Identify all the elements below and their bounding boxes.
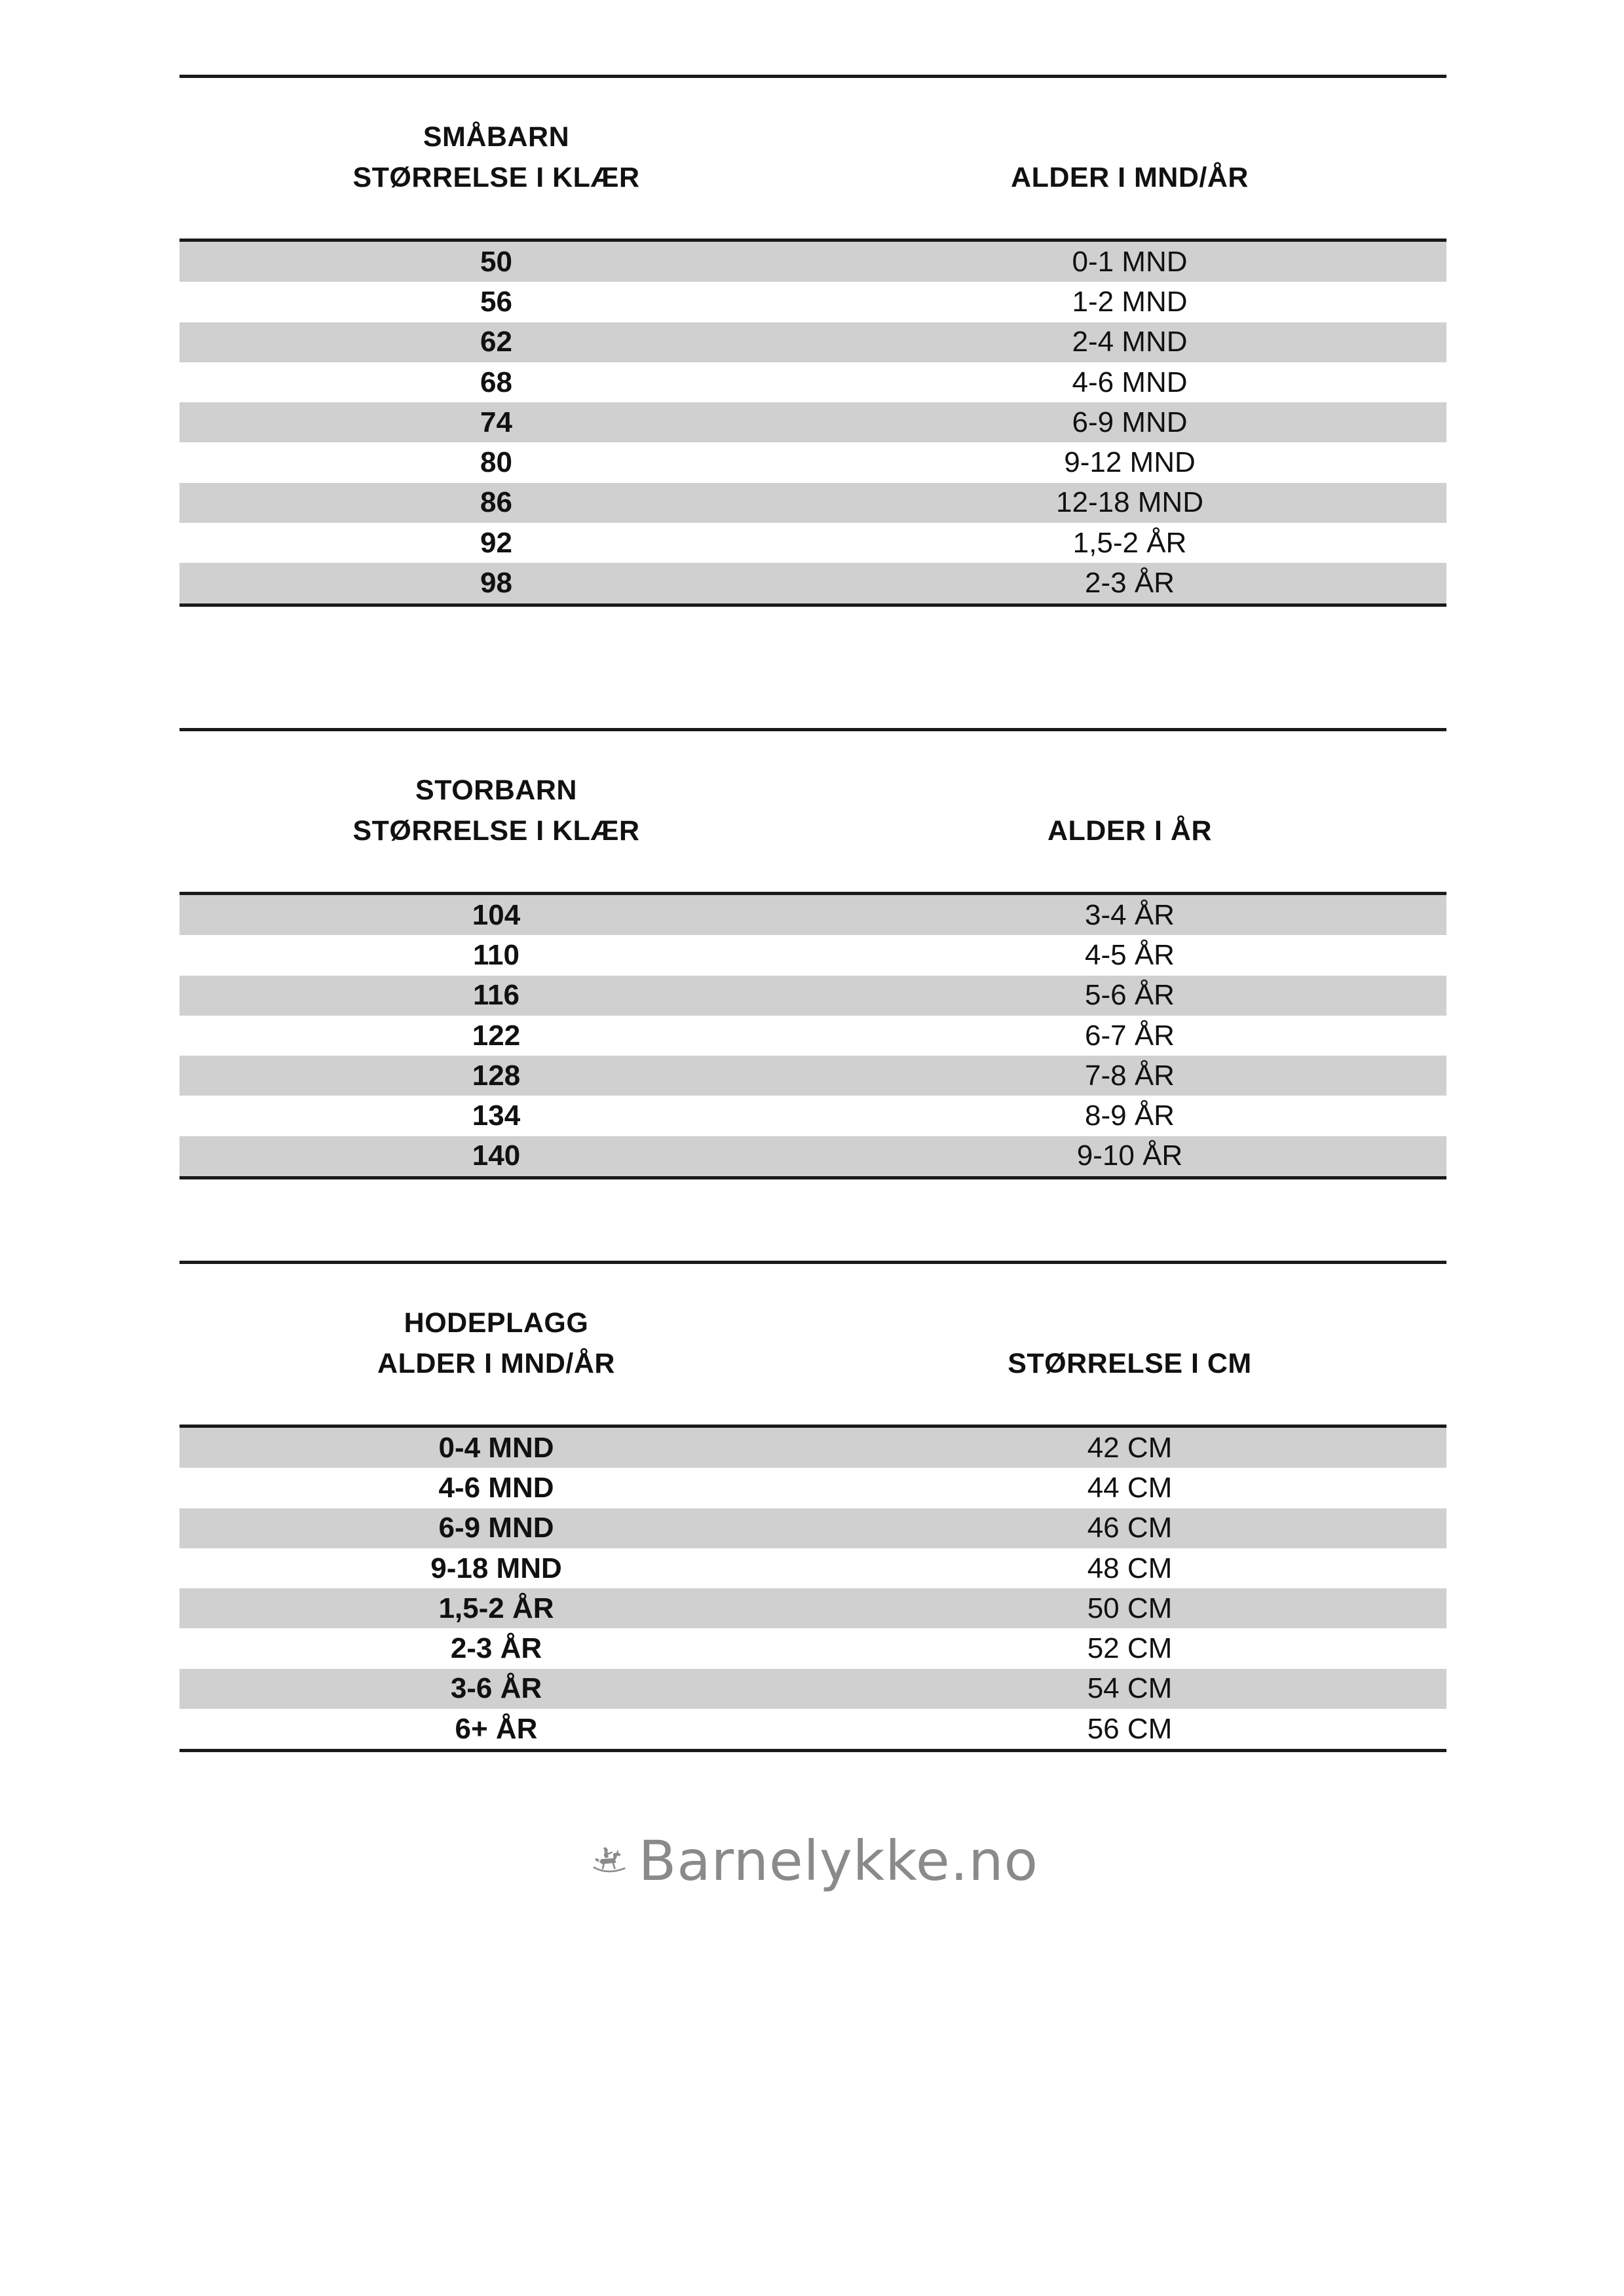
size-table-hodeplagg — [179, 1261, 1446, 1752]
size-cell: 128 — [472, 1059, 521, 1092]
table-title: SMÅBARN — [423, 121, 570, 153]
size-cell: 122 — [472, 1019, 521, 1052]
size-cell: 54 CM — [1087, 1672, 1173, 1705]
table-row — [179, 1096, 1446, 1136]
table-body — [179, 895, 1446, 1179]
age-cell: 4-5 ÅR — [1085, 938, 1175, 971]
age-cell: 2-3 ÅR — [450, 1632, 542, 1665]
table-body — [179, 1428, 1446, 1752]
table-header — [179, 1264, 1446, 1428]
table-row — [179, 1056, 1446, 1096]
size-cell: 50 — [480, 245, 512, 278]
age-cell: 2-4 MND — [1072, 326, 1188, 358]
size-cell: 46 CM — [1087, 1512, 1173, 1544]
size-cell: 74 — [480, 406, 512, 438]
size-cell: 62 — [480, 326, 512, 358]
age-cell: 6+ ÅR — [455, 1712, 538, 1745]
size-cell: 50 CM — [1087, 1592, 1173, 1624]
age-cell: 9-12 MND — [1064, 446, 1196, 479]
size-table-storbarn — [179, 728, 1446, 1179]
size-cell: 56 — [480, 285, 512, 318]
brand-name: Barnelykke.no — [638, 1829, 1038, 1893]
size-cell: 110 — [473, 938, 519, 971]
age-cell: 9-10 ÅR — [1076, 1139, 1183, 1172]
age-cell: 1,5-2 ÅR — [1072, 526, 1187, 559]
table-row — [179, 1136, 1446, 1176]
age-cell: 8-9 ÅR — [1085, 1100, 1175, 1132]
size-cell: 86 — [480, 486, 512, 519]
column-header-left: ALDER I MND/ÅR — [377, 1348, 615, 1379]
size-cell: 98 — [480, 567, 512, 600]
table-row — [179, 1588, 1446, 1628]
age-cell: 1,5-2 ÅR — [438, 1592, 554, 1624]
age-cell: 1-2 MND — [1072, 285, 1188, 318]
table-row — [179, 1709, 1446, 1749]
column-header-right: STØRRELSE I CM — [1008, 1348, 1252, 1379]
table-row — [179, 282, 1446, 322]
size-table-smabarn — [179, 75, 1446, 607]
table-row — [179, 895, 1446, 935]
table-row — [179, 362, 1446, 402]
age-cell: 12-18 MND — [1056, 486, 1203, 519]
column-header-left: STØRRELSE I KLÆR — [352, 162, 640, 193]
size-cell: 134 — [472, 1100, 521, 1132]
size-cell: 42 CM — [1087, 1431, 1173, 1464]
table-row — [179, 483, 1446, 523]
table-header — [179, 78, 1446, 242]
size-cell: 52 CM — [1087, 1632, 1173, 1665]
age-cell: 0-4 MND — [438, 1431, 554, 1464]
table-header-left — [179, 770, 813, 851]
age-cell: 6-7 ÅR — [1085, 1019, 1175, 1052]
table-row — [179, 563, 1446, 603]
table-row — [179, 442, 1446, 482]
table-row — [179, 1669, 1446, 1709]
table-row — [179, 1428, 1446, 1468]
age-cell: 0-1 MND — [1072, 245, 1188, 278]
age-cell: 4-6 MND — [438, 1471, 554, 1504]
table-header-left — [179, 117, 813, 198]
age-cell: 4-6 MND — [1072, 366, 1188, 398]
age-cell: 6-9 MND — [438, 1512, 554, 1544]
table-row — [179, 976, 1446, 1016]
table-body — [179, 242, 1446, 607]
table-row — [179, 1548, 1446, 1588]
size-cell: 104 — [472, 898, 521, 931]
age-cell: 5-6 ÅR — [1085, 979, 1175, 1012]
table-row — [179, 1628, 1446, 1668]
column-header-right: ALDER I MND/ÅR — [1011, 162, 1249, 193]
age-cell: 9-18 MND — [430, 1552, 562, 1584]
table-row — [179, 935, 1446, 975]
brand-logo — [593, 1815, 1038, 1907]
table-row — [179, 402, 1446, 442]
table-title: STORBARN — [415, 775, 577, 806]
age-cell: 3-6 ÅR — [450, 1672, 542, 1705]
size-cell: 44 CM — [1087, 1471, 1173, 1504]
size-cell: 68 — [480, 366, 512, 398]
table-row — [179, 1508, 1446, 1548]
table-row — [179, 242, 1446, 282]
table-row — [179, 523, 1446, 563]
age-cell: 3-4 ÅR — [1085, 898, 1175, 931]
size-cell: 140 — [472, 1139, 521, 1172]
size-cell: 56 CM — [1087, 1712, 1173, 1745]
table-title: HODEPLAGG — [404, 1307, 589, 1339]
age-cell: 6-9 MND — [1072, 406, 1188, 438]
age-cell: 7-8 ÅR — [1085, 1059, 1175, 1092]
age-cell: 2-3 ÅR — [1085, 567, 1175, 600]
size-cell: 80 — [480, 446, 512, 479]
size-cell: 48 CM — [1087, 1552, 1173, 1584]
table-header-left — [179, 1303, 813, 1384]
table-row — [179, 322, 1446, 362]
table-row — [179, 1468, 1446, 1508]
size-cell: 116 — [473, 979, 519, 1012]
table-header — [179, 731, 1446, 895]
column-header-right: ALDER I ÅR — [1047, 815, 1213, 847]
size-cell: 92 — [480, 526, 512, 559]
column-header-left: STØRRELSE I KLÆR — [352, 815, 640, 847]
rocking-horse-icon — [593, 1818, 627, 1904]
table-row — [179, 1016, 1446, 1056]
